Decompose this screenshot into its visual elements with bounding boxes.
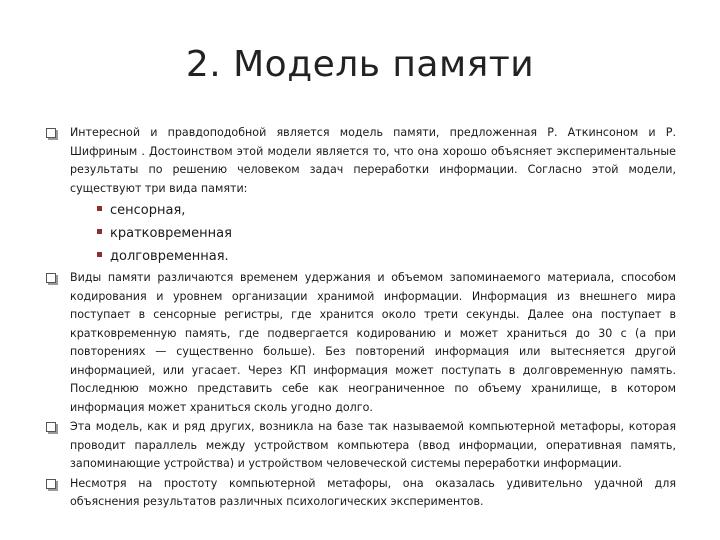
square-box-icon (46, 422, 56, 432)
sublist-item (70, 200, 676, 222)
bullet-text: Несмотря на простоту компьютерной метафоры, она оказалась удивительно удачной для объяснения результатов различных психологических экспериментов. (70, 476, 676, 508)
sublist-item (70, 246, 676, 268)
red-square-icon (97, 252, 102, 257)
bullet-item-3 (46, 418, 676, 474)
red-square-icon (97, 229, 102, 234)
sublist-item-label: кратковременная (110, 226, 232, 241)
square-box-icon (46, 128, 56, 138)
red-square-icon (97, 206, 102, 211)
bullet-text: Виды памяти различаются временем удержания и объемом запоминаемого материала, способом кодирования и уровнем организации хранимой информации. Информация из внешнего мира поступает в сенсорные регистры, где хранится около трети секунды. Далее она поступает в кратковременную память, где подвергается кодированию и может храниться до 30 с (а при повторениях — существенно больше). Без повторений информация или вытесняется другой информацией, или угасает. Через КП информация может поступать в долговременную память. Последнюю можно представить себе как неограниченное по объему хранилище, в котором информация может храниться сколь угодно долго. (70, 271, 676, 414)
square-box-icon (46, 479, 56, 489)
bullet-text: Интересной и правдоподобной является модель памяти, предложенная Р. Аткинсоном и Р. Шифриным . Достоинством этой модели является то, что она хорошо объясняет экспериментальные результаты по решению человеком задач переработки информации. Согласно этой модели, существуют три вида памяти: (70, 126, 676, 195)
bullet-item-1 (46, 124, 676, 268)
page-title: 2. Модель памяти (185, 44, 535, 85)
slide-content (46, 124, 676, 513)
sublist-item (70, 223, 676, 245)
bullet-item-2 (46, 269, 676, 417)
sublist-item-label: долговременная. (110, 249, 229, 264)
square-box-icon (46, 273, 56, 283)
memory-types-list (70, 200, 676, 268)
sublist-item-label: сенсорная, (110, 203, 186, 218)
bullet-text: Эта модель, как и ряд других, возникла на базе так называемой компьютерной метафоры, которая проводит параллель между устройством компьютера (ввод информации, оперативная память, запоминающие устройства) и устройством человеческой системы переработки информации. (70, 420, 676, 470)
bullet-item-4 (46, 475, 676, 512)
